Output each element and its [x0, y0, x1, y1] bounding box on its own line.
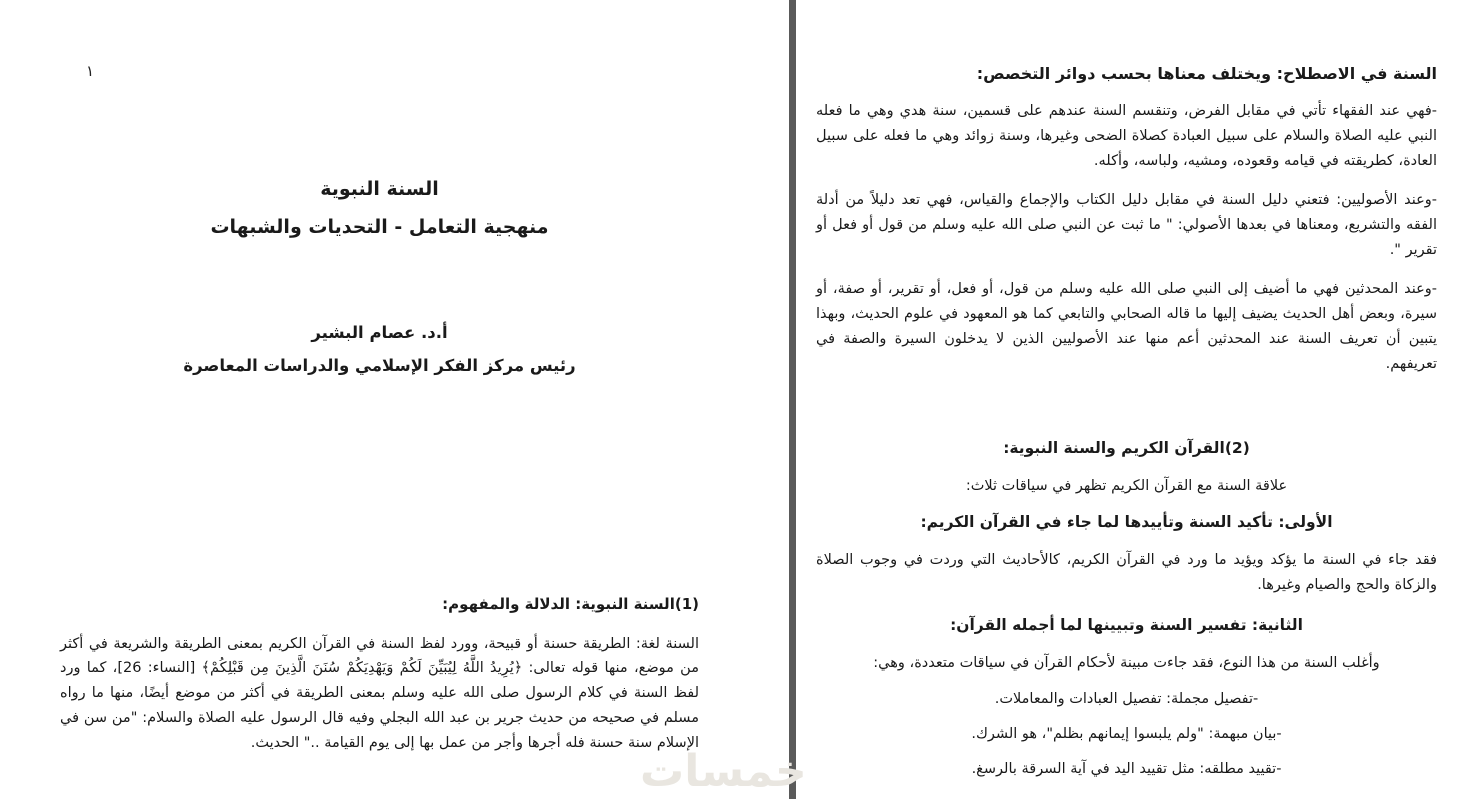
document-title: السنة النبوية: [320, 178, 439, 200]
section2-intro: علاقة السنة مع القرآن الكريم تظهر في سياقات ثلاث:: [965, 477, 1288, 494]
section1-block: [60, 592, 699, 756]
paragraph-fuqaha: -فهي عند الفقهاء تأتي في مقابل الفرض، وتنقسم السنة عندهم على قسمين، سنة هدي وهي ما فعله النبي عليه الصلاة والسلام على سبيل العبادة كصلاة الضحى وغيرها، وسنة زوائد وهي ما فعله على سبيل العادة، كطريقته في قيامه وقعوده، ومشيه، ولباسه، وأكله.: [816, 103, 1437, 170]
paragraph-muhaddithin: -وعند المحدثين فهي ما أضيف إلى النبي صلى الله عليه وسلم من قول، أو فعل، أو تقرير، أو صفة، أو سيرة، وبعض أهل الحديث يضيف إليها ما قاله الصحابي والتابعي كما هو المعهود في علوم الحديث، وبهذا يتبين أن تعريف السنة عند المحدثين أعم منها عند الأصوليين الذين لا يدخلون السيرة والصفة في تعريفهم.: [816, 280, 1437, 372]
list-item-bayan: -بيان مبهمة: "ولم يلبسوا إيمانهم بظلم"، هو الشرك.: [971, 725, 1282, 742]
title-block: [60, 170, 699, 246]
paragraph-usooliyyin: -وعند الأصوليين: فتعني دليل السنة في مقابل دليل الكتاب والإجماع والقياس، فهي تعد دليلاً من أدلة الفقه والتشريع، ومعناها في بعدها الأصولي: " ما ثبت عن النبي صلى الله عليه وسلم من قول أو فعل أو تقرير ".: [816, 192, 1437, 258]
list-item-tafseel: -تفصيل مجملة: تفصيل العبادات والمعاملات.: [994, 690, 1259, 707]
page-number: ١: [86, 62, 95, 80]
section2-heading: (2)القرآن الكريم والسنة النبوية:: [1003, 438, 1250, 457]
page-gutter: [789, 0, 796, 799]
second-relation-heading: الثانية: تفسير السنة وتبيينها لما أجمله القرآن:: [950, 616, 1303, 635]
first-relation-body: فقد جاء في السنة ما يؤكد ويؤيد ما ورد في القرآن الكريم، كالأحاديث التي وردت في وجوب الصلاة والزكاة والحج والصيام وغيرها.: [816, 552, 1437, 594]
list-item-taqyeed: -تقييد مطلقه: مثل تقييد اليد في آية السرقة بالرسغ.: [971, 761, 1282, 778]
left-page-content: [796, 60, 1477, 783]
author-name: أ.د. عصام البشير: [311, 323, 448, 342]
watermark: خمسات: [640, 746, 807, 797]
section1-paragraph: السنة لغة: الطريقة حسنة أو قبيحة، وورد لفظ السنة في القرآن الكريم بمعنى الطريقة والشريعة في أكثر من موضع، منها قوله تعالى: ﴿يُرِيدُ اللَّهُ لِيُبَيِّنَ لَكُمْ وَيَهْدِيَكُمْ سُنَنَ الَّذِينَ مِن قَبْلِكُمْ﴾ [النساء: 26]، كما ورد لفظ السنة في كلام الرسول صلى الله عليه وسلم بمعنى الطريقة في أكثر من موضع أيضًا، منها ما رواه مسلم في صحيحه من حديث جرير بن عبد الله البجلي وفيه قال الرسول عليه الصلاة والسلام: "من سن في الإسلام سنة حسنة فله أجرها وأجر من عمل بها إلى يوم القيامة .." الحديث.: [60, 635, 699, 752]
section-spacer: [816, 391, 1437, 435]
intro-heading: السنة في الاصطلاح: ويختلف معناها بحسب دوائر التخصص:: [976, 64, 1437, 83]
second-relation-body: وأغلب السنة من هذا النوع، فقد جاءت مبينة لأحكام القرآن في سياقات متعددة، وهي:: [873, 655, 1380, 672]
document-subtitle: منهجية التعامل - التحديات والشبهات: [210, 216, 549, 238]
left-page: [796, 0, 1477, 799]
author-affiliation: رئيس مركز الفكر الإسلامي والدراسات المعاصرة: [183, 356, 576, 375]
right-page-content: [0, 170, 789, 756]
first-relation-heading: الأولى: تأكيد السنة وتأييدها لما جاء في القرآن الكريم:: [920, 513, 1333, 532]
author-block: [60, 316, 699, 382]
section1-heading: (1)السنة النبوية: الدلالة والمفهوم:: [442, 595, 699, 613]
